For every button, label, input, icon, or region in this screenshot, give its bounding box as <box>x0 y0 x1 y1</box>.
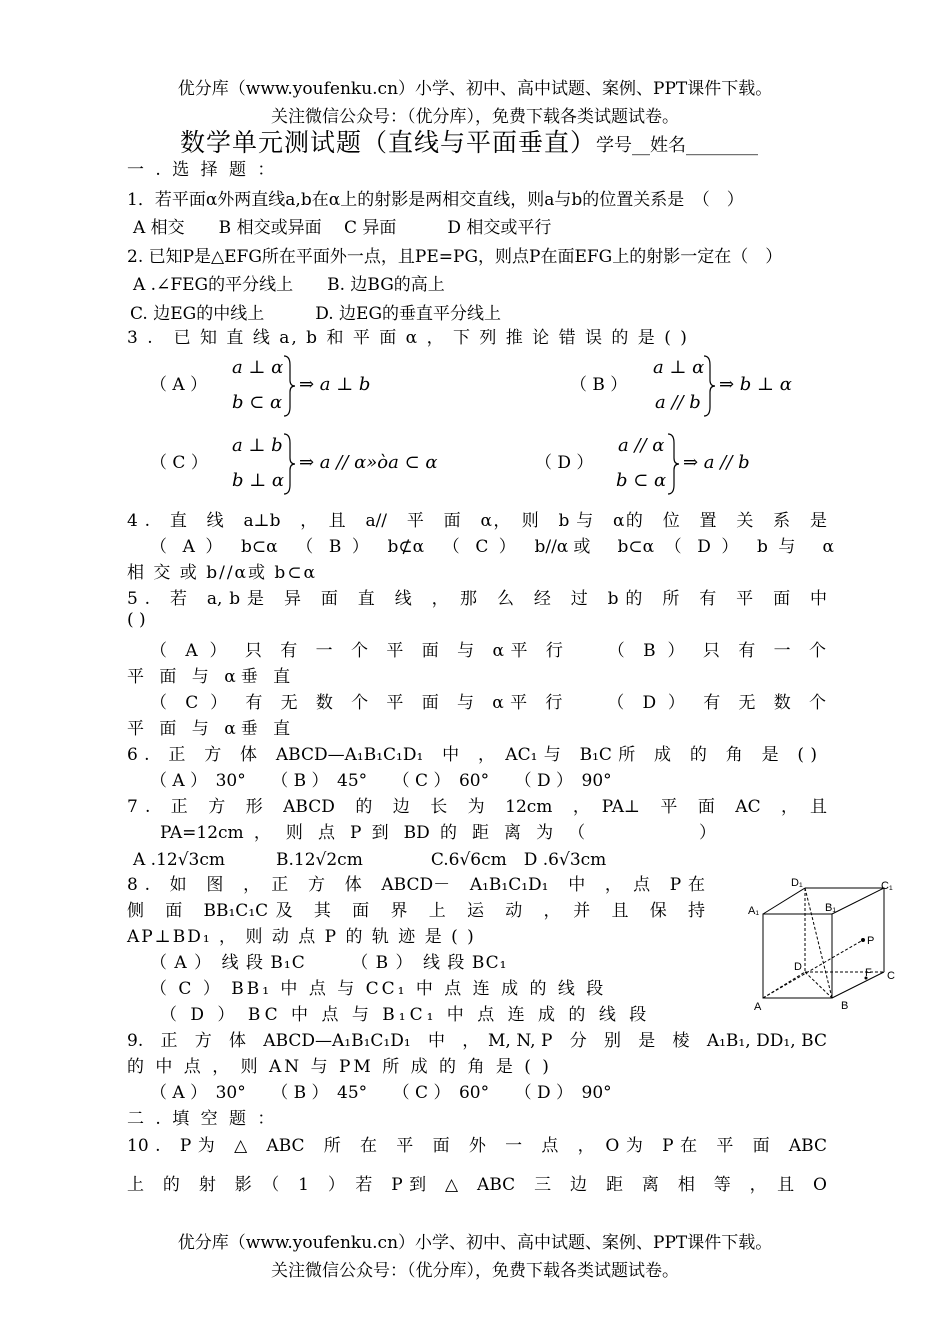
q3-option-b-premise-2: a // b <box>655 392 701 413</box>
q8-option-d: （ D ） BC 中 点 与 B₁C₁ 中 点 连 成 的 线 段 <box>160 1005 651 1025</box>
q1-stem: 1．若平面α外两直线a,b在α上的射影是两相交直线，则a与b的位置关系是 （ ） <box>127 190 744 210</box>
label-d1: D₁ <box>791 878 803 889</box>
q4-options: （ A ） b⊂α （ B ） b⊄α （ C ） b//α或 b⊂α （ D ） b 与 α <box>150 537 834 557</box>
q2-options-ab: A .∠FEG的平分线上 B. 边BG的高上 <box>133 275 445 295</box>
q3-option-b-label: （ B ） <box>570 375 628 395</box>
q8-line-1: 8 . 如 图 ， 正 方 体 ABCD－ A₁B₁C₁D₁ 中 ， 点 P 在 <box>127 875 705 895</box>
q3-option-d-label: （ D ） <box>535 453 594 473</box>
q3-option-b-premise-1: a ⊥ α <box>653 357 705 378</box>
q9-options: （ A ） 30° （ B ） 45° （ C ） 60° （ D ） 90° <box>150 1083 612 1103</box>
q3-option-b-brace <box>702 355 716 417</box>
q3-option-c-premise-1: a ⊥ b <box>232 435 283 456</box>
cube-hidden-db <box>805 972 832 998</box>
label-a: A <box>754 1001 762 1013</box>
label-f: F <box>865 967 872 979</box>
q2-stem: 2. 已知P是△EFG所在平面外一点，且PE=PG，则点P在面EFG上的射影一定在（ ） <box>127 247 783 267</box>
q3-option-a-brace <box>282 355 296 417</box>
q8-line-3: AP⊥BD₁ ， 则 动 点 P 的 轨 迹 是 ( ) <box>127 927 476 947</box>
q3-option-a-premise-1: a ⊥ α <box>232 357 284 378</box>
cube-edge-a1d1 <box>763 888 805 914</box>
cube-edge-bc <box>832 972 884 998</box>
q6-options: （ A ） 30° （ B ） 45° （ C ） 60° （ D ） 90° <box>150 771 612 791</box>
q3-option-c-premise-2: b ⊥ α <box>232 470 285 491</box>
q5-paren: ( ) <box>127 610 146 630</box>
label-b: B <box>841 1000 849 1012</box>
q10-line-1: 10 . P 为 △ ABC 所 在 平 面 外 一 点 ， O 为 P 在 平 面 ABC <box>127 1136 827 1156</box>
section-heading-choice: 一 . 选 择 题 ： <box>127 160 278 180</box>
q3-option-d-premise-1: a // α <box>618 435 665 456</box>
cube-figure <box>745 878 905 1018</box>
q3-option-c-label: （ C ） <box>150 453 208 473</box>
q9-stem: 9. 正 方 体 ABCD—A₁B₁C₁D₁ 中 ， M, N, P 分 别 是 棱 A₁B₁, DD₁, BC <box>127 1031 827 1051</box>
q7-stem-cont: PA=12cm ， 则 点 P 到 BD 的 距 离 为 （ ） <box>160 823 716 843</box>
label-a1: A₁ <box>748 905 760 917</box>
q2-options-cd: C. 边EG的中线上 D. 边EG的垂直平分线上 <box>130 304 502 324</box>
q3-option-a-label: （ A ） <box>150 375 208 395</box>
q9-stem-cont: 的 中 点 ， 则 AN 与 PM 所 成 的 角 是 ( ) <box>127 1057 552 1077</box>
q8-option-c: （ C ） BB₁ 中 点 与 CC₁ 中 点 连 成 的 线 段 <box>150 979 607 999</box>
q7-stem: 7 . 正 方 形 ABCD 的 边 长 为 12cm ， PA⊥ 平 面 AC ， 且 <box>127 797 827 817</box>
q3-option-d-conclusion: ⇒ a // b <box>683 452 750 473</box>
header-line-2: 关注微信公众号：（优分库），免费下载各类试题试卷。 <box>271 107 679 127</box>
label-b1: B₁ <box>825 902 837 914</box>
header-line-1: 优分库（www.youfenku.cn）小学、初中、高中试题、案例、PPT课件下载。 <box>177 79 773 99</box>
cube-back-edges <box>805 888 884 972</box>
q5-stem: 5 . 若 a, b 是 异 面 直 线 ， 那 么 经 过 b 的 所 有 平 面 中 <box>127 589 827 609</box>
q8-line-2: 侧 面 BB₁C₁C 及 其 面 界 上 运 动 ， 并 且 保 持 <box>127 901 705 921</box>
q4-options-cont: 相 交 或 b//α或 b⊂α <box>127 563 318 583</box>
q8-options-ab: （ A ） 线 段 B₁C （ B ） 线 段 BC₁ <box>150 953 508 973</box>
q3-option-c-brace <box>282 433 296 495</box>
q3-option-d-premise-2: b ⊂ α <box>616 470 667 491</box>
q10-line-2: 上 的 射 影 （ 1 ） 若 P 到 △ ABC 三 边 距 离 相 等 ， 且 O <box>127 1175 827 1195</box>
q3-option-a-premise-2: b ⊂ α <box>232 392 283 413</box>
page-title <box>180 123 758 159</box>
label-c1: C₁ <box>881 880 893 892</box>
q3-stem: 3 . 已 知 直 线 a, b 和 平 面 α ， 下 列 推 论 错 误 的 是 ( ) <box>127 328 689 348</box>
q5-options-ab-cont: 平 面 与 α垂 直 <box>127 667 296 687</box>
label-c: C <box>887 970 895 982</box>
footer-line-1: 优分库（www.youfenku.cn）小学、初中、高中试题、案例、PPT课件下载。 <box>177 1233 773 1253</box>
section-heading-fill: 二 . 填 空 题 ： <box>127 1109 278 1129</box>
label-p: P <box>867 935 875 947</box>
q6-stem: 6 . 正 方 体 ABCD—A₁B₁C₁D₁ 中 ， AC₁ 与 B₁C 所 成 的 角 是 ( ) <box>127 745 817 765</box>
title-fields: 学号__姓名________ <box>596 135 759 156</box>
point-p <box>861 938 865 942</box>
q1-options: A 相交 B 相交或异面 C 异面 D 相交或平行 <box>133 218 552 238</box>
q3-option-a-conclusion: ⇒ a ⊥ b <box>299 374 371 395</box>
q3-option-b-conclusion: ⇒ b ⊥ α <box>719 374 792 395</box>
title-main: 数学单元测试题（直线与平面垂直） <box>180 128 597 157</box>
q3-option-c-conclusion: ⇒ a // α»òa ⊂ α <box>299 452 438 473</box>
q5-options-cd-cont: 平 面 与 α垂 直 <box>127 719 296 739</box>
cube-edge-b1c1 <box>832 888 884 914</box>
q5-options-cd: （ C ） 有 无 数 个 平 面 与 α平 行 （ D ） 有 无 数 个 <box>150 693 826 713</box>
q7-options: A .12√3cm B.12√2cm C.6√6cm D .6√3cm <box>133 850 607 870</box>
cube-hidden-ap <box>763 940 863 998</box>
q3-option-d-brace <box>666 433 680 495</box>
q5-options-ab: （ A ） 只 有 一 个 平 面 与 α平 行 （ B ） 只 有 一 个 <box>150 641 826 661</box>
label-d: D <box>794 961 802 973</box>
footer-line-2: 关注微信公众号：（优分库），免费下载各类试题试卷。 <box>271 1261 679 1281</box>
q4-stem: 4 . 直 线 a⊥b ， 且 a// 平 面 α， 则 b 与 α的 位 置 关 系 是 <box>127 511 827 531</box>
